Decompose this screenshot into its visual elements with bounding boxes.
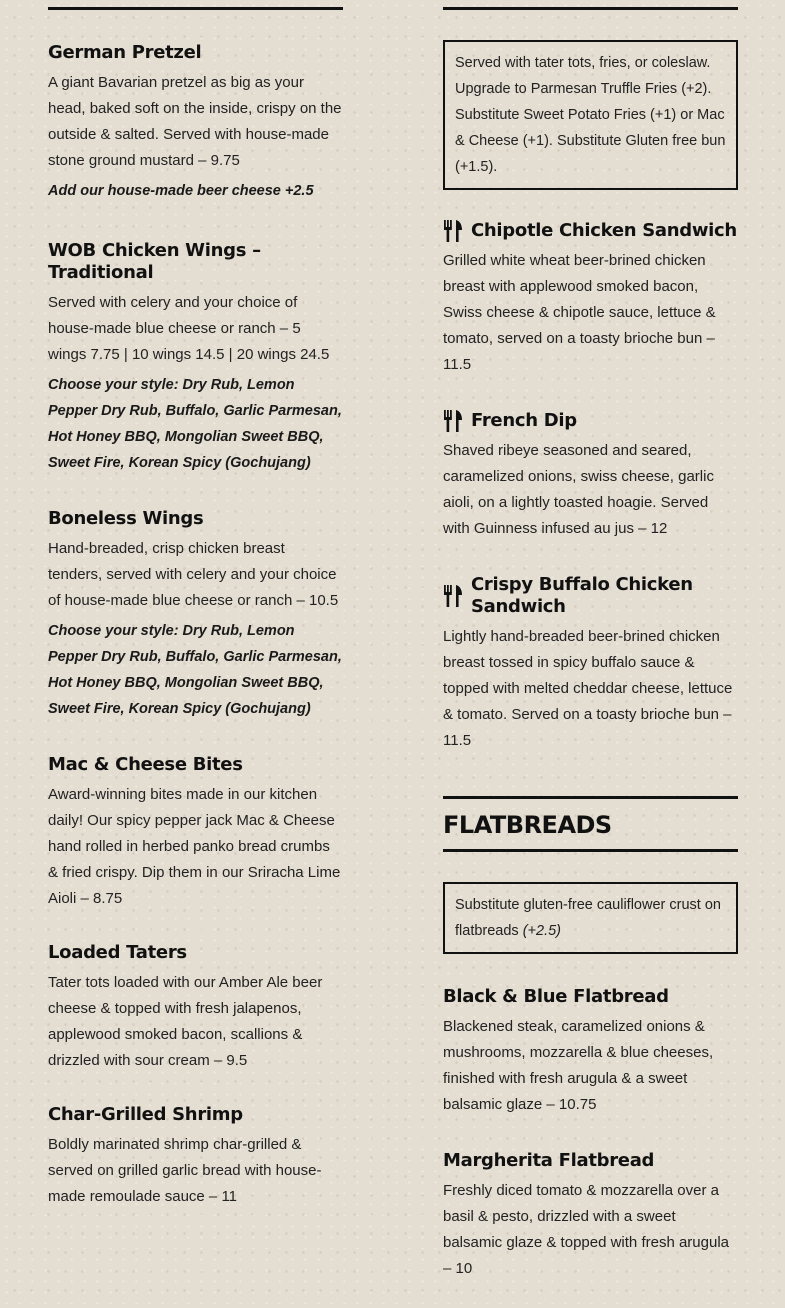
item-title: WOB Chicken Wings – Traditional [48,240,261,283]
item-note: Choose your style: Dry Rub, Lemon Pepper Dry Rub, Buffalo, Garlic Parmesan, Hot Honey BBQ, Mongolian Sweet BBQ, Sweet Fire, Korean Spicy (Gochujang) [48,377,342,471]
item-title: Black & Blue Flatbread [443,986,669,1007]
fork-knife-icon [443,410,463,432]
item-description: Tater tots loaded with our Amber Ale beer cheese & topped with fresh jalapenos, applewood smoked bacon, scallions & drizzled with sour cream – 9.5 [48,974,323,1069]
item-title-row [443,410,738,432]
menu-item [48,508,343,722]
top-divider [443,7,738,10]
item-title: Margherita Flatbread [443,1150,655,1171]
menu-item [48,240,343,476]
item-title: German Pretzel [48,42,202,63]
item-title: Loaded Taters [48,942,187,963]
item-title: Boneless Wings [48,508,204,529]
item-description: Shaved ribeye seasoned and seared, caramelized onions, swiss cheese, garlic aioli, on a lightly toasted hoagie. Served with Guinness infused au jus – 12 [443,442,714,537]
sandwich-sides-note-text: Served with tater tots, fries, or coleslaw. Upgrade to Parmesan Truffle Fries (+2). Substitute Sweet Potato Fries (+1) or Mac & Cheese (+1). Substitute Gluten free bun (+1.5). [455,55,726,175]
item-title: Mac & Cheese Bites [48,754,243,775]
flatbread-note-text: Substitute gluten-free cauliflower crust on flatbreads [455,897,721,939]
flatbread-note-price: (+2.5) [522,923,562,939]
menu-item [443,986,738,1118]
sandwich-sides-note [443,40,738,190]
item-description: Grilled white wheat beer-brined chicken breast with applewood smoked bacon, Swiss cheese & chipotle sauce, lettuce & tomato, served on a toasty brioche bun – 11.5 [443,252,716,373]
section-title-flatbreads: FLATBREADS [443,811,612,839]
menu-item [48,754,343,912]
menu-item [443,410,738,542]
top-divider [48,7,343,10]
menu-item [48,942,343,1074]
item-title-row [443,220,738,242]
menu-item [443,220,738,378]
sandwiches-flatbreads-column [443,0,738,1308]
fork-knife-icon [443,585,463,607]
item-description: Boldly marinated shrimp char-grilled & served on grilled garlic bread with house-made remoulade sauce – 11 [48,1136,322,1205]
menu-item [48,1104,343,1210]
item-title: Chipotle Chicken Sandwich [471,220,737,241]
item-description: Award-winning bites made in our kitchen daily! Our spicy pepper jack Mac & Cheese hand rolled in herbed panko bread crumbs & fried crispy. Dip them in our Sriracha Lime Aioli – 8.75 [48,786,341,907]
flatbread-crust-note [443,882,738,954]
item-description: Hand-breaded, crisp chicken breast tenders, served with celery and your choice of house-made blue cheese or ranch – 10.5 [48,540,339,609]
item-description: A giant Bavarian pretzel as big as your head, baked soft on the inside, crispy on the outside & salted. Served with house-made stone ground mustard – 9.75 [48,74,342,169]
menu-item [48,42,343,204]
item-title: Crispy Buffalo Chicken Sandwich [471,574,693,617]
menu-item [443,1150,738,1282]
item-description: Freshly diced tomato & mozzarella over a basil & pesto, drizzled with a sweet balsamic glaze & topped with fresh arugula – 10 [443,1182,729,1277]
fork-knife-icon [443,220,463,242]
item-description: Blackened steak, caramelized onions & mushrooms, mozzarella & blue cheeses, finished with fresh arugula & a sweet balsamic glaze – 10.75 [443,1018,714,1113]
appetizers-column [48,0,343,1236]
item-description: Served with celery and your choice of house-made blue cheese or ranch – 5 wings 7.75 | 10 wings 14.5 | 20 wings 24.5 [48,294,330,363]
item-description: Lightly hand-breaded beer-brined chicken breast tossed in spicy buffalo sauce & topped with melted cheddar cheese, lettuce & tomato. Served on a toasty brioche bun – 11.5 [443,628,733,749]
item-note: Choose your style: Dry Rub, Lemon Pepper Dry Rub, Buffalo, Garlic Parmesan, Hot Honey BBQ, Mongolian Sweet BBQ, Sweet Fire, Korean Spicy (Gochujang) [48,623,342,717]
item-title-row [443,574,738,618]
section-divider-bottom [443,849,738,852]
menu-item [443,574,738,754]
item-title: French Dip [471,410,577,431]
item-note: Add our house-made beer cheese +2.5 [48,183,314,199]
item-title: Char-Grilled Shrimp [48,1104,243,1125]
